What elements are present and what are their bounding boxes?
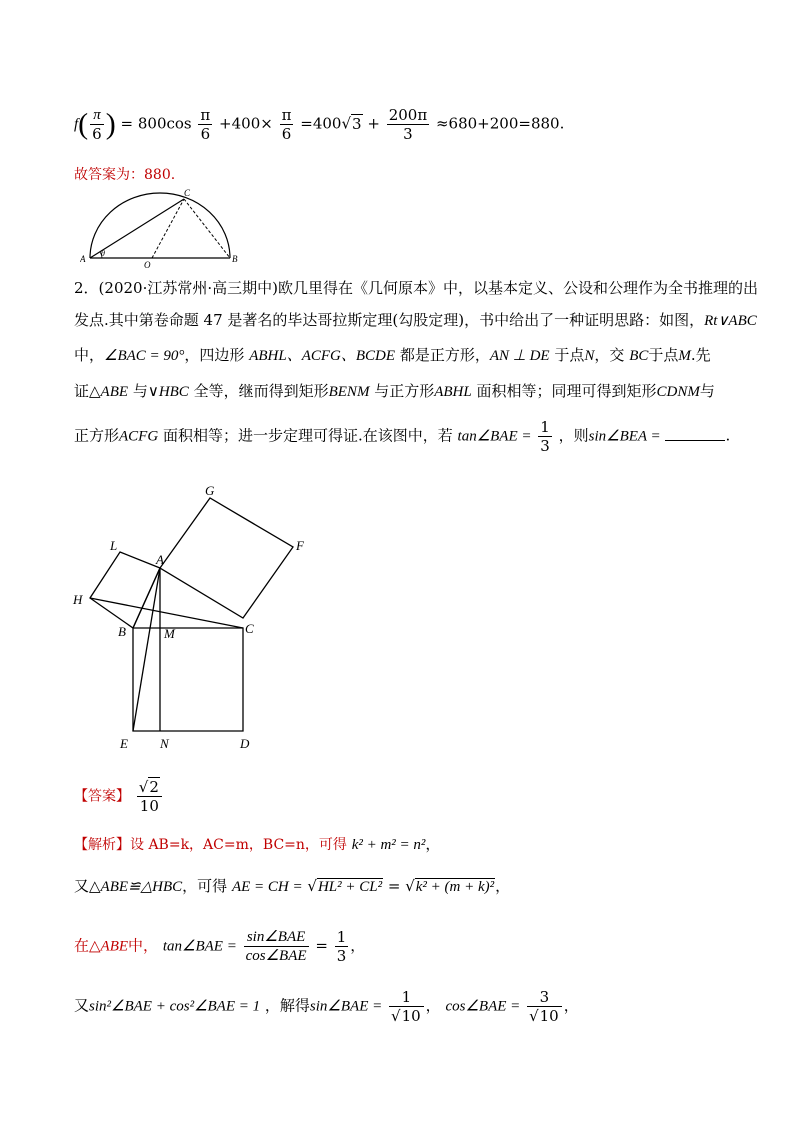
tan-ratio-frac: $\frac{\text{sin∠BAE}}{\text{cos∠BAE}}$ — [245, 929, 307, 964]
segment-BA — [133, 568, 160, 628]
figure-semicircle — [80, 188, 240, 270]
label-B: B — [118, 624, 126, 639]
func-f: f — [74, 116, 79, 133]
label-G: G — [205, 483, 215, 498]
label-C: C — [245, 621, 254, 636]
segment-AE — [133, 568, 160, 731]
problem-line1: 2．(2020·江苏常州·高三期中)欧几里得在《几何原本》中，以基本定义、公设和公理作为全书推理的出 — [74, 279, 758, 297]
label-H: H — [73, 592, 83, 607]
figure-pythagoras — [60, 478, 330, 754]
formula-top: f( $\frac{\pi}{6}$ ) = 800cos $\frac{\pi}{6}$ +400× $\frac{\pi}{6}$ =400√3 + $\frac{200\pi}{3}$ ≈680+200=880. — [74, 106, 565, 143]
solution-line2: 又△ABE≌△HBC，可得 AE = CH = √HL² + CL² = √k² + (m + k)²， — [74, 877, 511, 895]
label-E: E — [120, 736, 128, 751]
segment-OC — [152, 199, 184, 258]
label-A: A — [156, 552, 164, 567]
label-D: D — [240, 736, 250, 751]
frac1: $\frac{\pi}{6}$ — [200, 106, 211, 143]
label-theta: θ — [101, 249, 105, 258]
label-O: O — [144, 260, 151, 270]
label-B: B — [232, 254, 238, 264]
answer-frac: $\frac{√2}{10}$ — [137, 778, 162, 815]
arg-frac: $\frac{\pi}{6}$ — [92, 107, 102, 143]
answer-blank — [665, 426, 725, 441]
problem-line2: 发点.其中第卷命题 47 是著名的毕达哥拉斯定理(勾股定理)，书中给出了一种证明思路：如图，Rt∨ABC — [74, 311, 757, 329]
label-A: A — [80, 254, 86, 264]
label-M: M — [164, 626, 175, 641]
one-third-frac: $\frac{1}{3}$ — [336, 928, 347, 965]
prev-answer: 故答案为：880. — [74, 167, 176, 183]
solution-label: 【解析】 — [74, 837, 130, 853]
sin-frac: $\frac{1}{√10}$ — [389, 988, 424, 1025]
problem-line5: 正方形ACFG 面积相等；进一步定理可得证.在该图中，若 tan∠BAE = $\frac{1}{3}$ ，则sin∠BEA = . — [74, 418, 731, 455]
semicircle-arc — [90, 193, 230, 258]
solution-line3: 在△ABE中， tan∠BAE = $\frac{\text{sin∠BAE}}{\text{cos∠BAE}}$ = $\frac{1}{3}$ ， — [74, 928, 366, 965]
frac3: $\frac{200\pi}{3}$ — [388, 106, 428, 143]
solution-line4: 又sin²∠BAE + cos²∠BAE = 1 ，解得sin∠BAE = $\frac{1}{√10}$ ， cos∠BAE = $\frac{3}{√10}$ ， — [74, 988, 579, 1025]
segment-HC — [90, 598, 243, 628]
solution-line1: 【解析】设 AB=k，AC=m，BC=n，可得 k² + m² = n²， — [74, 835, 441, 853]
answer-label: 【答案】 — [74, 788, 130, 805]
tan-frac: $\frac{1}{3}$ — [540, 418, 550, 455]
cos-frac: $\frac{3}{√10}$ — [527, 988, 562, 1025]
answer-line — [74, 778, 164, 815]
square-ACFG — [160, 498, 293, 618]
problem-line4: 证△ABE 与∨HBC 全等，继而得到矩形BENM 与正方形ABHL 面积相等；同理可得到矩形CDNM与 — [74, 382, 715, 400]
square-BCDE — [133, 628, 243, 731]
label-N: N — [160, 736, 169, 751]
label-F: F — [296, 538, 304, 553]
label-C: C — [184, 188, 191, 198]
frac2: $\frac{\pi}{6}$ — [281, 106, 292, 143]
problem-line3: 中，∠BAC = 90°，四边形 ABHL、ACFG、BCDE 都是正方形，AN ⊥ DE 于点N，交 BC于点M.先 — [74, 346, 711, 364]
label-L: L — [110, 538, 118, 553]
